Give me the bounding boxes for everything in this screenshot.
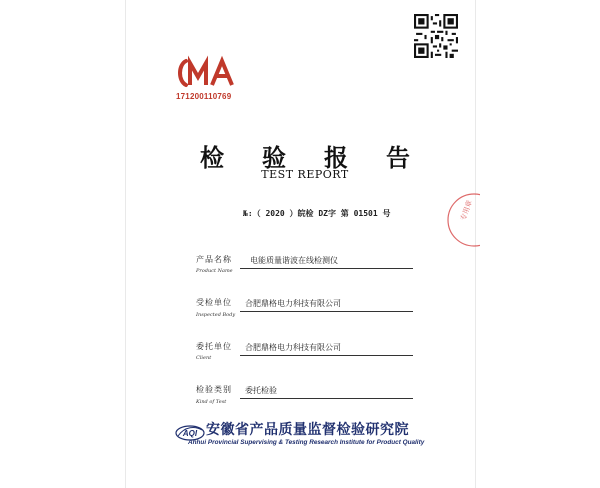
product-name-label: 产品名称 bbox=[196, 255, 232, 264]
product-name-underline bbox=[240, 268, 413, 269]
kind-of-test-value: 委托检验 bbox=[245, 386, 277, 395]
report-number: №:（ 2020 ）皖检 DZ字 第 01501 号 bbox=[243, 209, 391, 218]
qr-code-icon bbox=[414, 14, 458, 58]
product-name-label-en: Product Name bbox=[196, 268, 233, 274]
institute-name-en: Anhui Provincial Supervising & Testing Research Institute for Product Quality bbox=[188, 439, 425, 446]
inspected-body-label-en: Inspected Body bbox=[196, 312, 236, 318]
kind-of-test-underline bbox=[240, 398, 413, 399]
title-char-4: 告 bbox=[386, 144, 410, 172]
cma-number: 171200110769 bbox=[176, 92, 232, 101]
title-char-2: 验 bbox=[262, 144, 286, 172]
kind-of-test-label-en: Kind of Test bbox=[196, 399, 227, 405]
title-char-1: 检 bbox=[200, 144, 224, 172]
inspected-body-value: 合肥鼎格电力科技有限公司 bbox=[245, 299, 341, 308]
kind-of-test-label: 检验类别 bbox=[196, 385, 232, 394]
client-value: 合肥鼎格电力科技有限公司 bbox=[245, 343, 341, 352]
svg-text:AQI: AQI bbox=[182, 429, 198, 438]
institute-name-cn: 安徽省产品质量监督检验研究院 bbox=[206, 422, 409, 438]
svg-text:专用章: 专用章 bbox=[459, 199, 474, 222]
client-label: 委托单位 bbox=[196, 342, 232, 351]
cma-logo-icon bbox=[176, 55, 238, 91]
inspected-body-label: 受检单位 bbox=[196, 298, 232, 307]
product-name-value: 电能质量谐波在线检测仪 bbox=[250, 256, 338, 265]
client-label-en: Client bbox=[196, 355, 212, 361]
client-underline bbox=[240, 355, 413, 356]
report-title-en: TEST REPORT bbox=[261, 168, 349, 181]
title-char-3: 报 bbox=[324, 144, 348, 172]
inspected-body-underline bbox=[240, 311, 413, 312]
seal-stamp-icon bbox=[440, 190, 480, 250]
